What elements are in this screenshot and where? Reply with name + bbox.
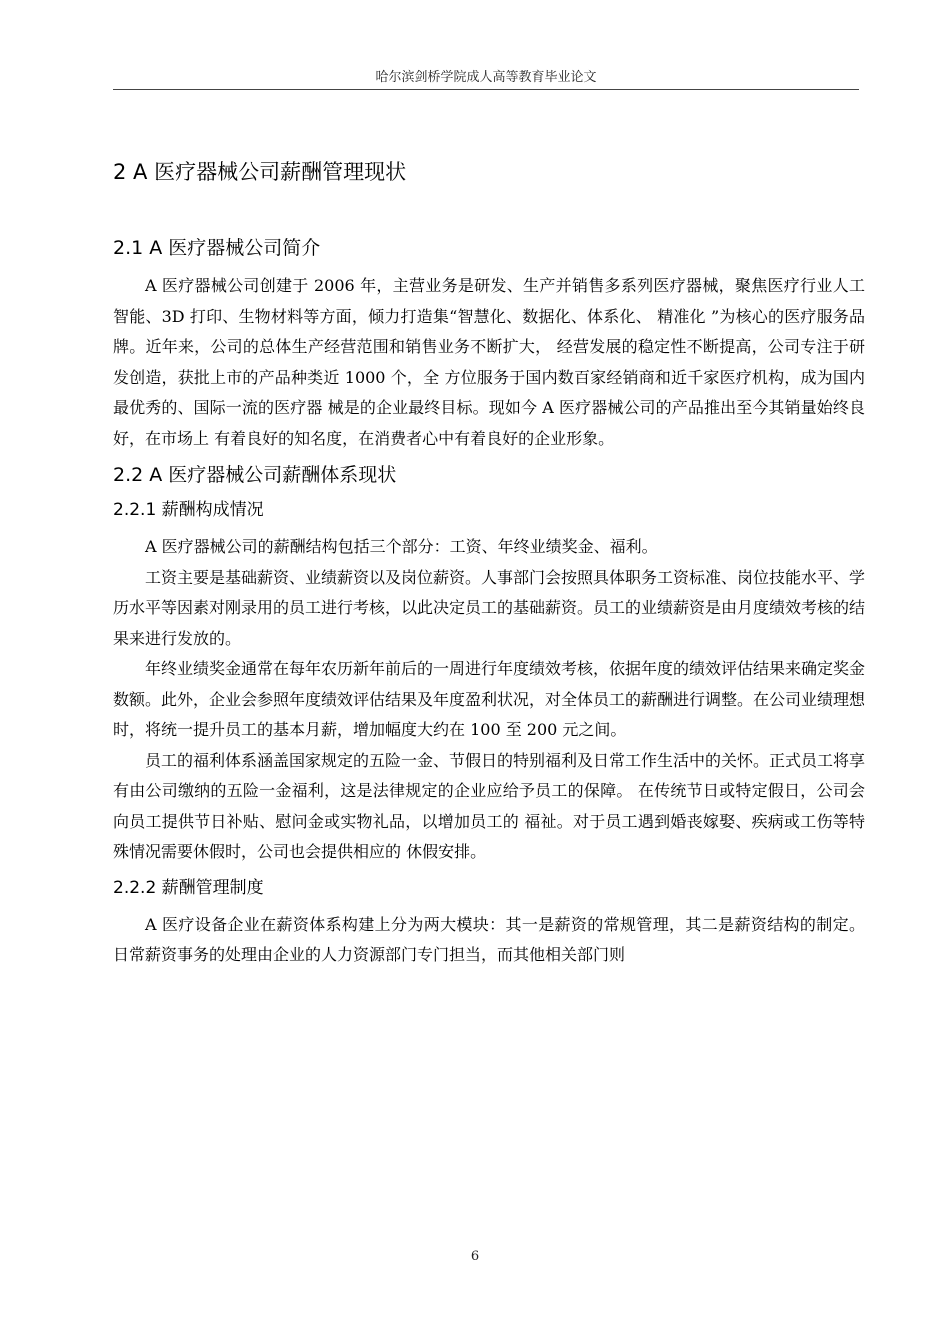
page-number: 6 (470, 1249, 480, 1264)
subsection-heading-2-2-2: 2.2.2 薪酬管理制度 (113, 877, 264, 898)
subsection-2-2-1-paragraph: 年终业绩奖金通常在每年农历新年前后的一周进行年度绩效考核，依据年度的绩效评估结果来确定奖金数额。此外，企业会参照年度绩效评估结果及年度盈利状况，对全体员工的薪酬进行调整。在公司业绩理想时，将统一提升员工的基本月薪，增加幅度大约在 100 至 200 元之间。 (113, 659, 866, 739)
subsection-2-2-2-paragraph: A 医疗设备企业在薪资体系构建上分为两大模块：其一是薪资的常规管理，其二是薪资结构的制定。 日常薪资事务的处理由企业的人力资源部门专门担当，而其他相关部门则 (113, 914, 865, 964)
section-heading-2-1: 2.1 A 医疗器械公司简介 (113, 237, 321, 259)
running-header: 哈尔滨剑桥学院成人高等教育毕业论文 (375, 70, 597, 85)
page-body (113, 156, 865, 971)
subsection-2-2-1-paragraph: 工资主要是基础薪资、业绩薪资以及岗位薪资。人事部门会按照具体职务工资标准、岗位技能水平、学历水平等因素对刚录用的员工进行考核，以此决定员工的基础薪资。员工的业绩薪资是由月度绩效考核的结果来进行发放的。 (113, 567, 866, 648)
section-2-1-paragraph: A 医疗器械公司创建于 2006 年，主营业务是研发、生产并销售多系列医疗器械，聚焦医疗行业人工智能、3D 打印、生物材料等方面，倾力打造集“智慧化、数据化、体系化、 精准化 ”为核心的医疗服务品牌。近年来，公司的总体生产经营范围和销售业务不断扩大， 经营发展的稳定性不断提高，公司专注于研发创造，获批上市的产品种类近 1000 个，全 方位服务于国内数百家经销商和近千家医疗机构，成为国内最优秀的、国际一流的医疗器 械是的企业最终目标。现如今 A 医疗器械公司的产品推出至今其销量始终良好，在市场上 有着良好的知名度，在消费者心中有着良好的企业形象。 (113, 276, 865, 448)
subsection-heading-2-2-1: 2.2.1 薪酬构成情况 (113, 500, 264, 520)
header-divider (113, 89, 859, 90)
subsection-2-2-1-paragraph: 员工的福利体系涵盖国家规定的五险一金、节假日的特别福利及日常工作生活中的关怀。正式员工将享有由公司缴纳的五险一金福利，这是法律规定的企业应给予员工的保障。 在传统节日或特定假日，公司会向员工提供节日补贴、慰问金或实物礼品，以增加员工的 福祉。对于员工遇到婚丧嫁娶、疾病或工伤等特殊情况需要休假时，公司也会提供相应的 休假安排。 (113, 750, 866, 861)
section-heading-2-2: 2.2 A 医疗器械公司薪酬体系现状 (113, 464, 397, 486)
subsection-2-2-1-paragraph: A 医疗器械公司的薪酬结构包括三个部分：工资、年终业绩奖金、福利。 (145, 537, 658, 556)
chapter-heading: 2 A 医疗器械公司薪酬管理现状 (113, 160, 407, 184)
